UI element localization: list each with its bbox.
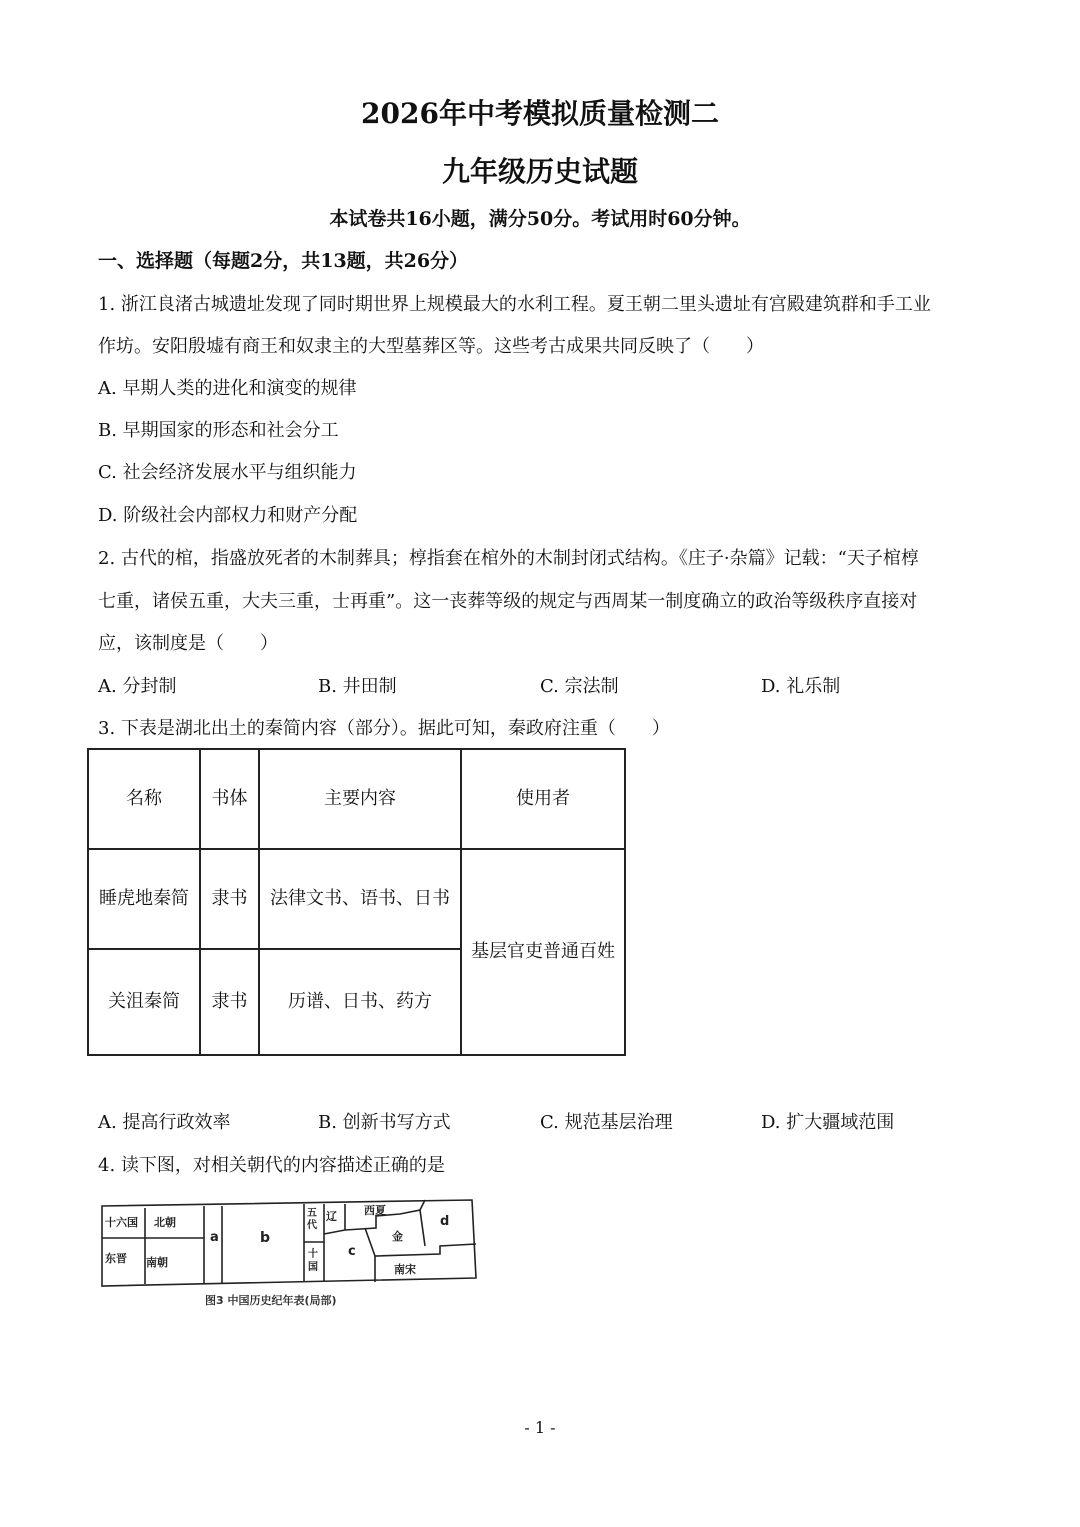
chart-label: 南朝 xyxy=(146,1256,168,1269)
table-cell: 隶书 xyxy=(200,949,259,1055)
q3-option-a: A. 提高行政效率 xyxy=(98,1112,231,1133)
exam-subtitle: 九年级历史试题 xyxy=(441,155,638,188)
q1-option-c: C. 社会经济发展水平与组织能力 xyxy=(98,462,357,483)
q2-option-d: D. 礼乐制 xyxy=(761,676,841,697)
q2-option-b: B. 井田制 xyxy=(318,676,397,697)
q4-stem: 4. 读下图，对相关朝代的内容描述正确的是 xyxy=(98,1155,445,1176)
q2-stem-line1: 2. 古代的棺，指盛放死者的木制葬具；椁指套在棺外的木制封闭式结构。《庄子·杂篇》记载：“天子棺椁 xyxy=(98,548,919,569)
chart-label: 金 xyxy=(392,1230,403,1243)
table-header: 主要内容 xyxy=(259,749,461,849)
timeline-chart-grid xyxy=(100,1198,478,1288)
chart-label: 东晋 xyxy=(105,1252,127,1265)
chart-label: 南宋 xyxy=(394,1263,416,1276)
table-cell: 睡虎地秦简 xyxy=(88,849,200,949)
q1-option-d: D. 阶级社会内部权力和财产分配 xyxy=(98,505,358,526)
q3-table xyxy=(87,748,626,1056)
table-header: 名称 xyxy=(88,749,200,849)
q1-stem-line1: 1. 浙江良渚古城遗址发现了同时期世界上规模最大的水利工程。夏王朝二里头遗址有宫殿建筑群和手工业 xyxy=(98,294,931,315)
q2-option-c: C. 宗法制 xyxy=(540,676,619,697)
table-header: 使用者 xyxy=(461,749,625,849)
q3-option-c: C. 规范基层治理 xyxy=(540,1112,673,1133)
chart-label: 北朝 xyxy=(154,1216,176,1229)
q2-stem-line2: 七重，诸侯五重，大夫三重，士再重”。这一丧葬等级的规定与西周某一制度确立的政治等级秩序直接对 xyxy=(98,591,918,612)
table-cell: 历谱、日书、药方 xyxy=(259,949,461,1055)
q1-option-a: A. 早期人类的进化和演变的规律 xyxy=(98,378,357,399)
chart-label: a xyxy=(210,1230,219,1245)
chart-label: 五代 xyxy=(307,1208,317,1231)
q1-stem-line2: 作坊。安阳殷墟有商王和奴隶主的大型墓葬区等。这些考古成果共同反映了（ ） xyxy=(98,336,764,357)
table-cell: 法律文书、语书、日书 xyxy=(259,849,461,949)
chart-caption: 图3 中国历史纪年表(局部) xyxy=(205,1294,337,1307)
chart-label: d xyxy=(440,1214,450,1229)
q2-stem-line3: 应，该制度是（ ） xyxy=(98,633,278,654)
q3-option-d: D. 扩大疆域范围 xyxy=(761,1112,895,1133)
exam-title: 2026年中考模拟质量检测二 xyxy=(361,97,719,130)
chart-label: 西夏 xyxy=(364,1204,386,1217)
q3-option-b: B. 创新书写方式 xyxy=(318,1112,451,1133)
table-header-row xyxy=(88,749,625,849)
chart-label: c xyxy=(348,1244,356,1259)
exam-info: 本试卷共16小题，满分50分。考试用时60分钟。 xyxy=(329,208,751,230)
chart-label: 十国 xyxy=(308,1249,318,1273)
chart-label: 十六国 xyxy=(105,1216,138,1229)
table-cell-user: 基层官吏普通百姓 xyxy=(461,849,625,1055)
table-cell: 隶书 xyxy=(200,849,259,949)
page-number: - 1 - xyxy=(524,1418,556,1437)
table-row xyxy=(88,849,625,949)
chart-label: b xyxy=(260,1230,271,1246)
q1-option-b: B. 早期国家的形态和社会分工 xyxy=(98,420,339,441)
section-heading: 一、选择题（每题2分，共13题，共26分） xyxy=(98,250,469,272)
table-cell: 关沮秦简 xyxy=(88,949,200,1055)
q3-stem: 3. 下表是湖北出土的秦简内容（部分）。据此可知，秦政府注重（ ） xyxy=(98,718,670,739)
table-header: 书体 xyxy=(200,749,259,849)
chart-label: 辽 xyxy=(326,1210,337,1223)
q2-option-a: A. 分封制 xyxy=(98,676,177,697)
